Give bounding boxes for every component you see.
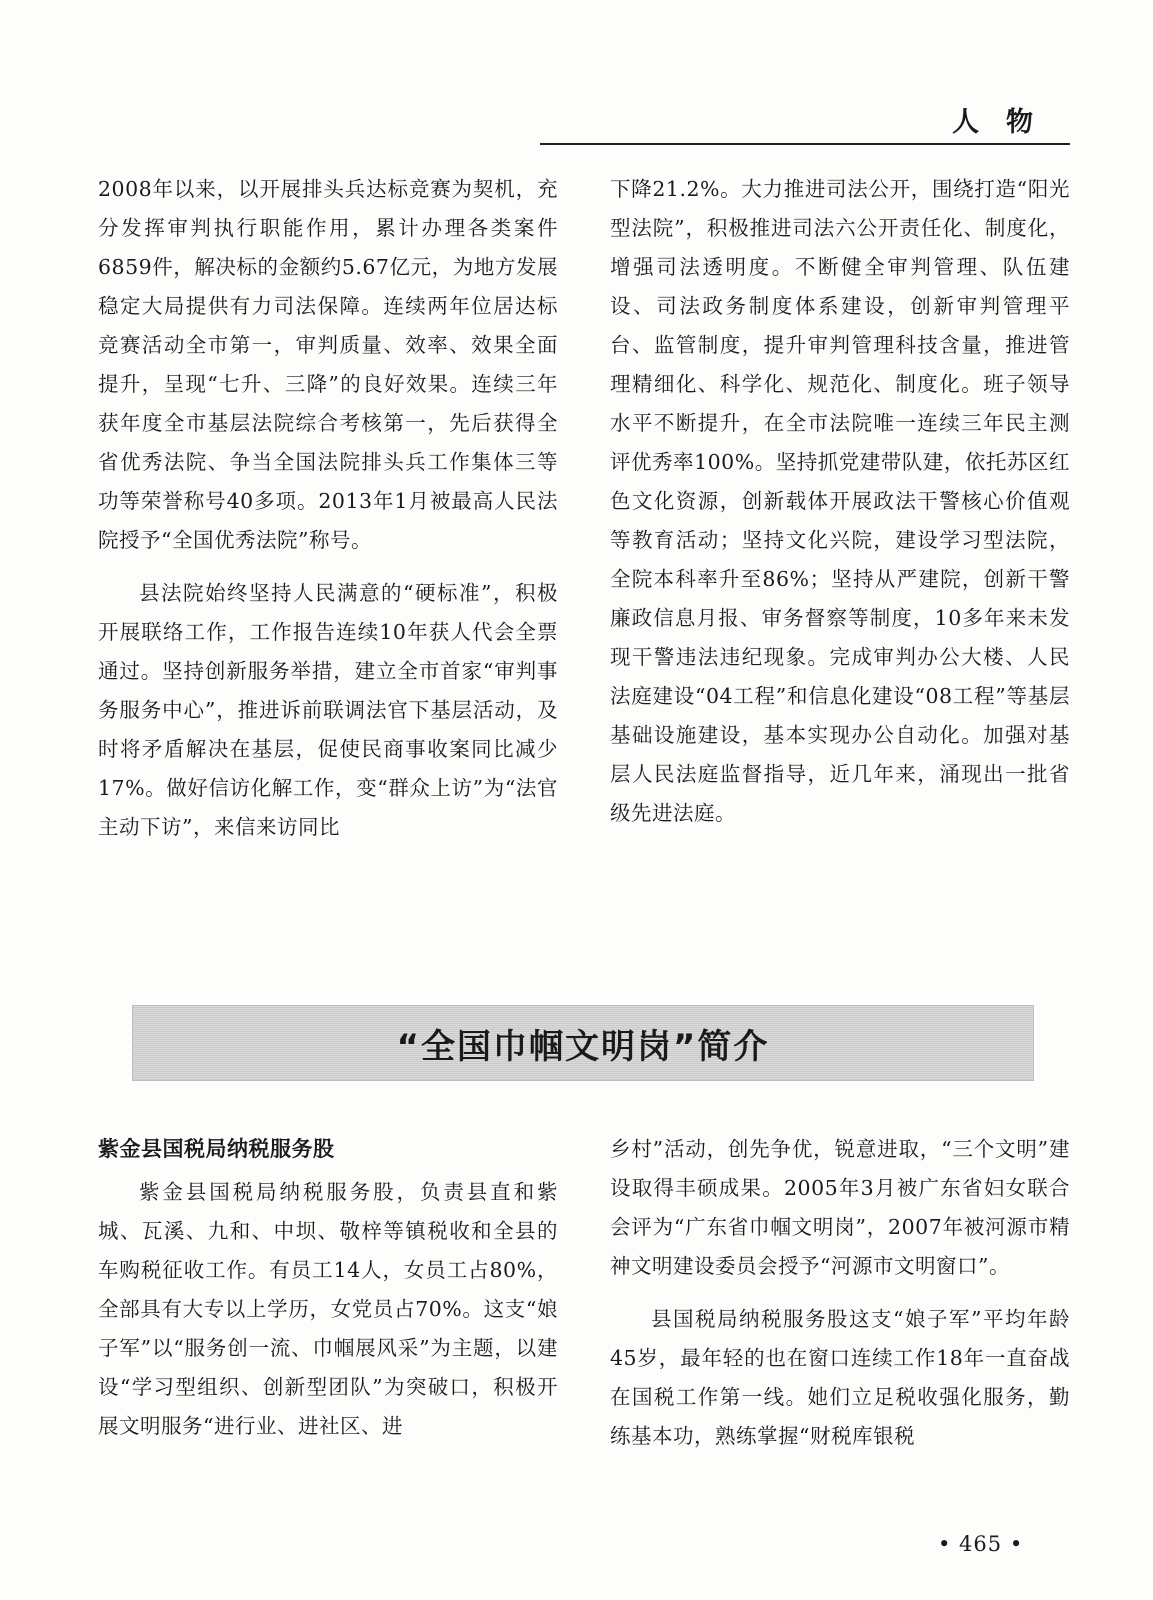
sub-heading: 紫金县国税局纳税服务股 xyxy=(98,1137,335,1161)
header-rule xyxy=(540,143,1070,145)
bottom-left-column xyxy=(98,1130,558,1446)
paragraph: 乡村”活动，创先争优，锐意进取，“三个文明”建设取得丰硕成果。2005年3月被广东省妇女联合会评为“广东省巾帼文明岗”，2007年被河源市精神文明建设委员会授予“河源市文明窗口”。 xyxy=(610,1137,1070,1278)
page-header-title: 人 物 xyxy=(952,107,1033,138)
paragraph: 县法院始终坚持人民满意的“硬标准”，积极开展联络工作，工作报告连续10年获人代会全票通过。坚持创新服务举措，建立全市首家“审判事务服务中心”，推进诉前联调法官下基层活动，及时将矛盾解决在基层，促使民商事收案同比减少17%。做好信访化解工作，变“群众上访”为“法官主动下访”，来信来访同比 xyxy=(98,581,558,839)
section-title: “全国巾帼文明岗”简介 xyxy=(396,1026,770,1067)
bottom-right-column xyxy=(610,1130,1070,1456)
paragraph: 紫金县国税局纳税服务股，负责县直和紫城、瓦溪、九和、中坝、敬梓等镇税收和全县的车购税征收工作。有员工14人，女员工占80%，全部具有大专以上学历，女党员占70%。这支“娘子军”以“服务创一流、巾帼展风采”为主题，以建设“学习型组织、创新型团队”为突破口，积极开展文明服务“进行业、进社区、进 xyxy=(98,1180,558,1438)
top-right-column xyxy=(610,170,1070,833)
section-banner xyxy=(132,1005,1034,1081)
paragraph: 下降21.2%。大力推进司法公开，围绕打造“阳光型法院”，积极推进司法六公开责任化、制度化，增强司法透明度。不断健全审判管理、队伍建设、司法政务制度体系建设，创新审判管理平台、监管制度，提升审判管理科技含量，推进管理精细化、科学化、规范化、制度化。班子领导水平不断提升，在全市法院唯一连续三年民主测评优秀率100%。坚持抓党建带队建，依托苏区红色文化资源，创新载体开展政法干警核心价值观等教育活动；坚持文化兴院，建设学习型法院，全院本科率升至86%；坚持从严建院，创新干警廉政信息月报、审务督察等制度，10多年来未发现干警违法违纪现象。完成审判办公大楼、人民法庭建设“04工程”和信息化建设“08工程”等基层基础设施建设，基本实现办公自动化。加强对基层人民法庭监督指导，近几年来，涌现出一批省级先进法庭。 xyxy=(610,177,1070,825)
paragraph: 2008年以来，以开展排头兵达标竞赛为契机，充分发挥审判执行职能作用，累计办理各类案件6859件，解决标的金额约5.67亿元，为地方发展稳定大局提供有力司法保障。连续两年位居达标竞赛活动全市第一，审判质量、效率、效果全面提升，呈现“七升、三降”的良好效果。连续三年获年度全市基层法院综合考核第一，先后获得全省优秀法院、争当全国法院排头兵工作集体三等功等荣誉称号40多项。2013年1月被最高人民法院授予“全国优秀法院”称号。 xyxy=(98,177,558,552)
page-number: • 465 • xyxy=(938,1532,1024,1556)
top-left-column xyxy=(98,170,558,847)
paragraph: 县国税局纳税服务股这支“娘子军”平均年龄45岁，最年轻的也在窗口连续工作18年一直奋战在国税工作第一线。她们立足税收强化服务，勤练基本功，熟练掌握“财税库银税 xyxy=(610,1307,1070,1448)
